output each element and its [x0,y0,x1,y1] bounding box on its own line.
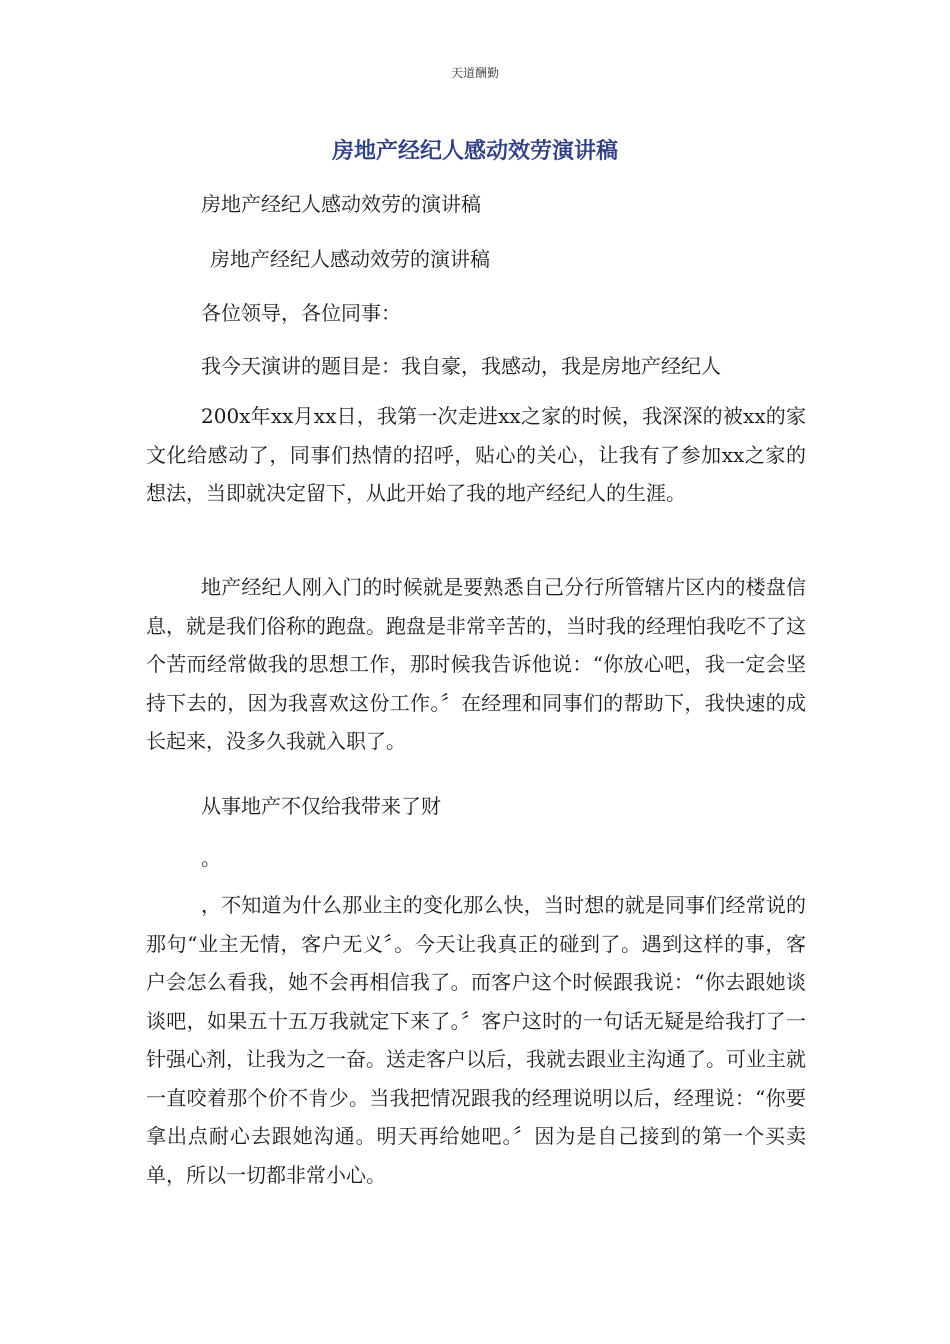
paragraph-2: 地产经纪人刚入门的时候就是要熟悉自己分行所管辖片区内的楼盘信息，就是我们俗称的跑盘。跑盘是非常辛苦的，当时我的经理怕我吃不了这个苦而经常做我的思想工作，那时候我告诉他说：“你放心吧，我一定会坚持下去的，因为我喜欢这份工作。〞在经理和同事们的帮助下，我快速的成长起来，没多久我就入职了。 [146,575,806,753]
subtitle-line-1: 房地产经纪人感动效劳的演讲稿 [201,192,481,216]
page-header: 天道酬勤 [450,66,499,80]
paragraph-1: 200x年xx月xx日，我第一次走进xx之家的时候，我深深的被xx的家文化给感动了，同事们热情的招呼，贴心的关心，让我有了参加xx之家的想法，当即就决定留下，从此开始了我的地产经纪人的生涯。 [146,404,806,505]
topic-line: 我今天演讲的题目是：我自豪，我感动，我是房地产经纪人 [201,354,721,378]
fragment-line-1: 从事地产不仅给我带来了财 [201,794,441,818]
document-title: 房地产经纪人感动效劳演讲稿 [331,139,618,164]
subtitle-line-2: 房地产经纪人感动效劳的演讲稿 [210,247,490,271]
paragraph-3: ，不知道为什么那业主的变化那么快，当时想的就是同事们经常说的那句“业主无情，客户无义〞。今天让我真正的碰到了。遇到这样的事，客户会怎么看我，她不会再相信我了。而客户这个时候跟我说：“你去跟她谈谈吧，如果五十五万我就定下来了。〞客户这时的一句话无疑是给我打了一针强心剂，让我为之一奋。送走客户以后，我就去跟业主沟通了。可业主就一直咬着那个价不肯少。当我把情况跟我的经理说明以后，经理说：“你要拿出点耐心去跟她沟通。明天再给她吧。〞因为是自己接到的第一个买卖单，所以一切都非常小心。 [146,893,806,1187]
fragment-line-2: 。 [201,846,221,870]
greeting-line: 各位领导，各位同事： [201,301,401,325]
